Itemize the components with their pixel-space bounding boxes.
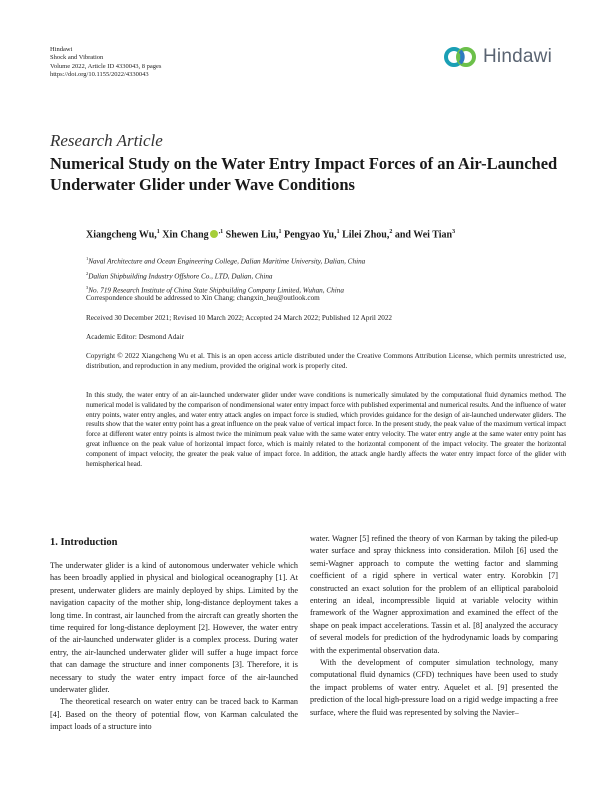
author-name: Xin Chang — [162, 229, 209, 241]
orcid-icon[interactable] — [210, 230, 218, 238]
author-affiliation-marker: ,1 — [218, 229, 224, 235]
article-title: Numerical Study on the Water Entry Impact Forces of an Air-Launched Underwater Glider under Wave Conditions — [50, 154, 558, 194]
paragraph: The underwater glider is a kind of autonomous underwater vehicle which has been broadly applied in physical and biological oceanography [1]. At present, underwater gliders are mainly deployed by ships. Limited by the navigation capacity of the mother ship, long-distance deployment takes a long time. In contrast, air launched from the aircraft can greatly shorten the time required for long-distance deployment [2]. However, the water entry of the air-launched underwater glider is a complex process. During water entry, the air-launched underwater glider will suffer a huge impact force that can damage the structure and inner components [3]. Therefore, it is necessary to study the water entry impact force of the air-launched underwater glider. — [50, 561, 298, 695]
body-column-right — [310, 533, 558, 719]
affiliation-marker: 1 — [86, 256, 89, 261]
affiliation-text: No. 719 Research Institute of China State Shipbuilding Company Limited, Wuhan, China — [88, 286, 344, 295]
hindawi-logo-icon — [444, 44, 478, 70]
affiliation-text: Dalian Shipbuilding Industry Offshore Co., LTD, Dalian, China — [88, 271, 273, 280]
affiliation-line — [86, 253, 365, 268]
author-name: Xiangcheng Wu, — [86, 229, 157, 241]
author-affiliation-marker: 1 — [336, 229, 340, 235]
author-affiliation-marker: 1 — [156, 229, 160, 235]
affiliation-marker: 3 — [86, 285, 89, 291]
publisher-name: Hindawi — [50, 46, 73, 53]
journal-name: Shock and Vibration — [50, 54, 104, 62]
affiliation-marker: 2 — [86, 270, 89, 276]
publication-dates: Received 30 December 2021; Revised 10 March 2022; Accepted 24 March 2022; Published 12 April 2022 — [86, 314, 393, 322]
academic-editor: Academic Editor: Desmond Adair — [86, 333, 185, 341]
paragraph: The theoretical research on water entry can be traced back to Karman [4]. Based on the theory of potential flow, von Karman calculated the impact loads of a structure into — [50, 697, 298, 732]
affiliation-line — [86, 268, 365, 283]
author-name: Lilei Zhou, — [342, 229, 390, 241]
abstract: In this study, the water entry of an air-launched underwater glider under wave conditions is numerically simulated by the computational fluid dynamics method. The numerical model is validated by the comparison of nondimensional water entry impact force with published experimental and numerical results. And the influence of water entry points, water entry angles, and water entry attack angles on impact force is studied, which provides guidance for the design of air-launched underwater gliders. The results show that the water entry point has a great influence on the peak value of vertical impact force. In the present study, the peak value of the maximum vertical impact force at different water entry points is almost twice the minimum peak value with the same water entry velocity. The water entry angle at the same water entry point has great influence on the peak value of horizontal impact force, which is mainly related to the horizontal component of the impact velocity. The greater the horizontal component of impact velocity, the greater the peak value of impact force. In addition, the attack angle hardly affects the water entry impact force of the glider with hemispherical head. — [86, 391, 566, 468]
affiliation-text: Naval Architecture and Ocean Engineering College, Dalian Maritime University, Dalian, China — [88, 257, 366, 266]
hindawi-logo — [444, 44, 552, 70]
article-type: Research Article — [50, 131, 163, 150]
journal-meta — [50, 46, 161, 80]
volume-line: Volume 2022, Article ID 4330043, 8 pages — [50, 62, 162, 70]
author-name: Shewen Liu, — [225, 229, 279, 241]
paragraph: water. Wagner [5] refined the theory of von Karman by taking the piled-up water surface and spray thickness into consideration. Miloh [6] used the semi-Wagner approach to compute the wetting factor and slamming coefficient of a rigid sphere in vertical water entry. Korobkin [7] constructed an exact solution for the problem of an elliptical paraboloid entering an ideal, incompressible liquid at variable velocity within framework of the Wagner approximation and examined the effect of the shape on peak impact accelerations. Tassin et al. [8] analyzed the accuracy of several models for prediction of the hydrodynamic loads by comparing with the experimental observation data. — [310, 534, 558, 655]
logo-text: Hindawi — [483, 46, 552, 67]
body-column-left — [50, 560, 298, 734]
author-affiliation-marker: 2 — [389, 229, 393, 235]
section-heading-introduction: 1. Introduction — [50, 537, 118, 548]
paragraph: With the development of computer simulation technology, many computational fluid dynamics (CFD) techniques have been used to study the impact problems of water entry. Aquelet et al. [9] presented the prediction of the local high-pressure load on a rigid wedge impacting a free surface, where the fluid was represented by solving the Navier– — [310, 658, 558, 717]
author-list — [86, 229, 566, 240]
author-affiliation-marker: 1 — [278, 229, 282, 235]
copyright-notice: Copyright © 2022 Xiangcheng Wu et al. This is an open access article distributed under the Creative Commons Attribution License, which permits unrestricted use, distribution, and reproduction in any medium, provided the original work is properly cited. — [86, 352, 566, 370]
correspondence-line: Correspondence should be addressed to Xin Chang; changxin_heu@outlook.com — [86, 294, 320, 302]
author-affiliation-marker: 3 — [452, 229, 456, 235]
author-name: Pengyao Yu, — [283, 229, 337, 241]
affiliations — [86, 253, 365, 297]
author-name: and Wei Tian — [394, 229, 453, 241]
doi-link[interactable]: https://doi.org/10.1155/2022/4330043 — [50, 71, 149, 79]
